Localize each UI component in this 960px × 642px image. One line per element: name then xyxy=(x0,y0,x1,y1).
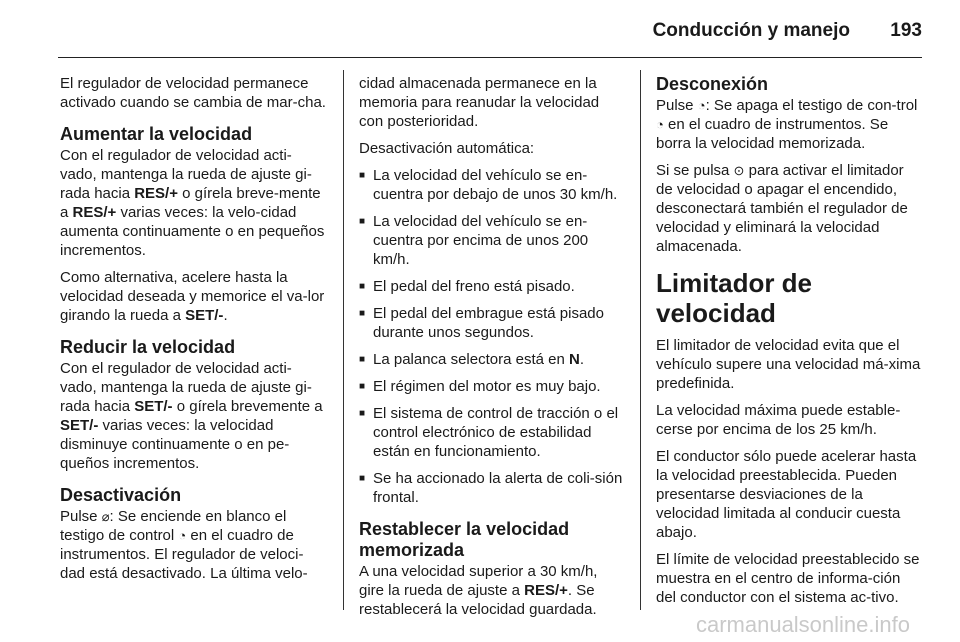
column-divider xyxy=(343,70,344,610)
heading-aumentar: Aumentar la velocidad xyxy=(60,124,253,144)
paragraph: El regulador de velocidad permanece activado cuando se cambia de mar-cha. xyxy=(60,75,326,111)
cruise-control-indicator-icon: ◔ xyxy=(697,98,706,113)
paragraph: Pulse ◔: Se apaga el testigo de con-trol ◔ en el cuadro de instrumentos. Se borra la velocidad memorizada. xyxy=(656,97,918,152)
column-middle xyxy=(359,74,624,627)
column-divider xyxy=(640,70,641,610)
list-item: ■ El régimen del motor es muy bajo. xyxy=(359,377,624,396)
list-item: ■ La velocidad del vehículo se en-cuentra por encima de unos 200 km/h. xyxy=(359,212,624,269)
paragraph: A una velocidad superior a 30 km/h, gire la rueda de ajuste a RES/+. Se restablecerá la velocidad guardada. xyxy=(359,563,598,618)
heading-restablecer: Restablecer la velocidad memorizada xyxy=(359,519,570,560)
cruise-control-indicator-icon: ◔ xyxy=(656,117,664,132)
cruise-control-off-icon: ⌀ xyxy=(101,509,110,524)
header-rule xyxy=(58,57,922,58)
paragraph: Si se pulsa ⊙ para activar el limitador de velocidad o apagar el encendido, desconectará también el regulador de velocidad y eliminará la velocidad almacenada. xyxy=(656,162,908,255)
heading-desconexion: Desconexión xyxy=(656,74,769,94)
paragraph: El limitador de velocidad evita que el vehículo supere una velocidad má-xima predefinida. xyxy=(656,337,921,392)
paragraph: El conductor sólo puede acelerar hasta la velocidad preestablecida. Pueden presentarse desviaciones de la velocidad limitada al conducir cuesta abajo. xyxy=(656,448,917,541)
paragraph: Con el regulador de velocidad acti-vado, mantenga la rueda de ajuste gi-rada hacia SET/- o gírela brevemente a SET/- varias veces: la velocidad disminuye continuamente o en pe-queños incrementos. xyxy=(60,360,323,472)
speed-limiter-icon: ⊙ xyxy=(733,163,745,178)
paragraph: El límite de velocidad preestablecido se muestra en el centro de informa-ción del conductor con el sistema ac-tivo. xyxy=(656,551,920,606)
list-item: ■ Se ha accionado la alerta de coli-sión frontal. xyxy=(359,469,624,507)
column-left xyxy=(60,74,328,591)
heading-desactivacion: Desactivación xyxy=(60,485,182,505)
section-title: Conducción y manejo xyxy=(652,20,850,41)
list-item: ■ La velocidad del vehículo se en-cuentra por debajo de unos 30 km/h. xyxy=(359,166,624,204)
auto-deactivation-list xyxy=(359,166,624,507)
list-item: ■ El pedal del embrague está pisado durante unos segundos. xyxy=(359,304,624,342)
watermark: carmanualsonline.info xyxy=(695,612,910,637)
paragraph: La velocidad máxima puede estable-cerse por encima de los 25 km/h. xyxy=(656,402,901,438)
column-right xyxy=(656,74,922,615)
page-number: 193 xyxy=(890,20,922,41)
list-item: ■ El sistema de control de tracción o el control electrónico de estabilidad están en funcionamiento. xyxy=(359,404,624,461)
paragraph: cidad almacenada permanece en la memoria para reanudar la velocidad con posterioridad. xyxy=(359,75,600,130)
paragraph: Con el regulador de velocidad acti-vado, mantenga la rueda de ajuste gi-rada hacia RES/+ o gírela breve-mente a RES/+ varias veces: la velo-cidad aumenta continuamente o en pequeños incrementos. xyxy=(60,147,325,259)
paragraph: Desactivación automática: xyxy=(359,140,535,157)
paragraph: Pulse ⌀: Se enciende en blanco el testigo de control ◔ en el cuadro de instrumentos. El regulador de veloci-dad está desactivado. La última velo- xyxy=(60,508,308,582)
list-item: ■ El pedal del freno está pisado. xyxy=(359,277,624,296)
heading-limitador: Limitador de velocidad xyxy=(656,268,813,328)
paragraph: Como alternativa, acelere hasta la velocidad deseada y memorice el va-lor girando la rueda a SET/-. xyxy=(60,269,325,324)
page-header xyxy=(0,0,960,58)
list-item: ■ La palanca selectora está en N. xyxy=(359,350,624,369)
cruise-control-indicator-icon: ◔ xyxy=(178,528,187,543)
heading-reducir: Reducir la velocidad xyxy=(60,337,236,357)
